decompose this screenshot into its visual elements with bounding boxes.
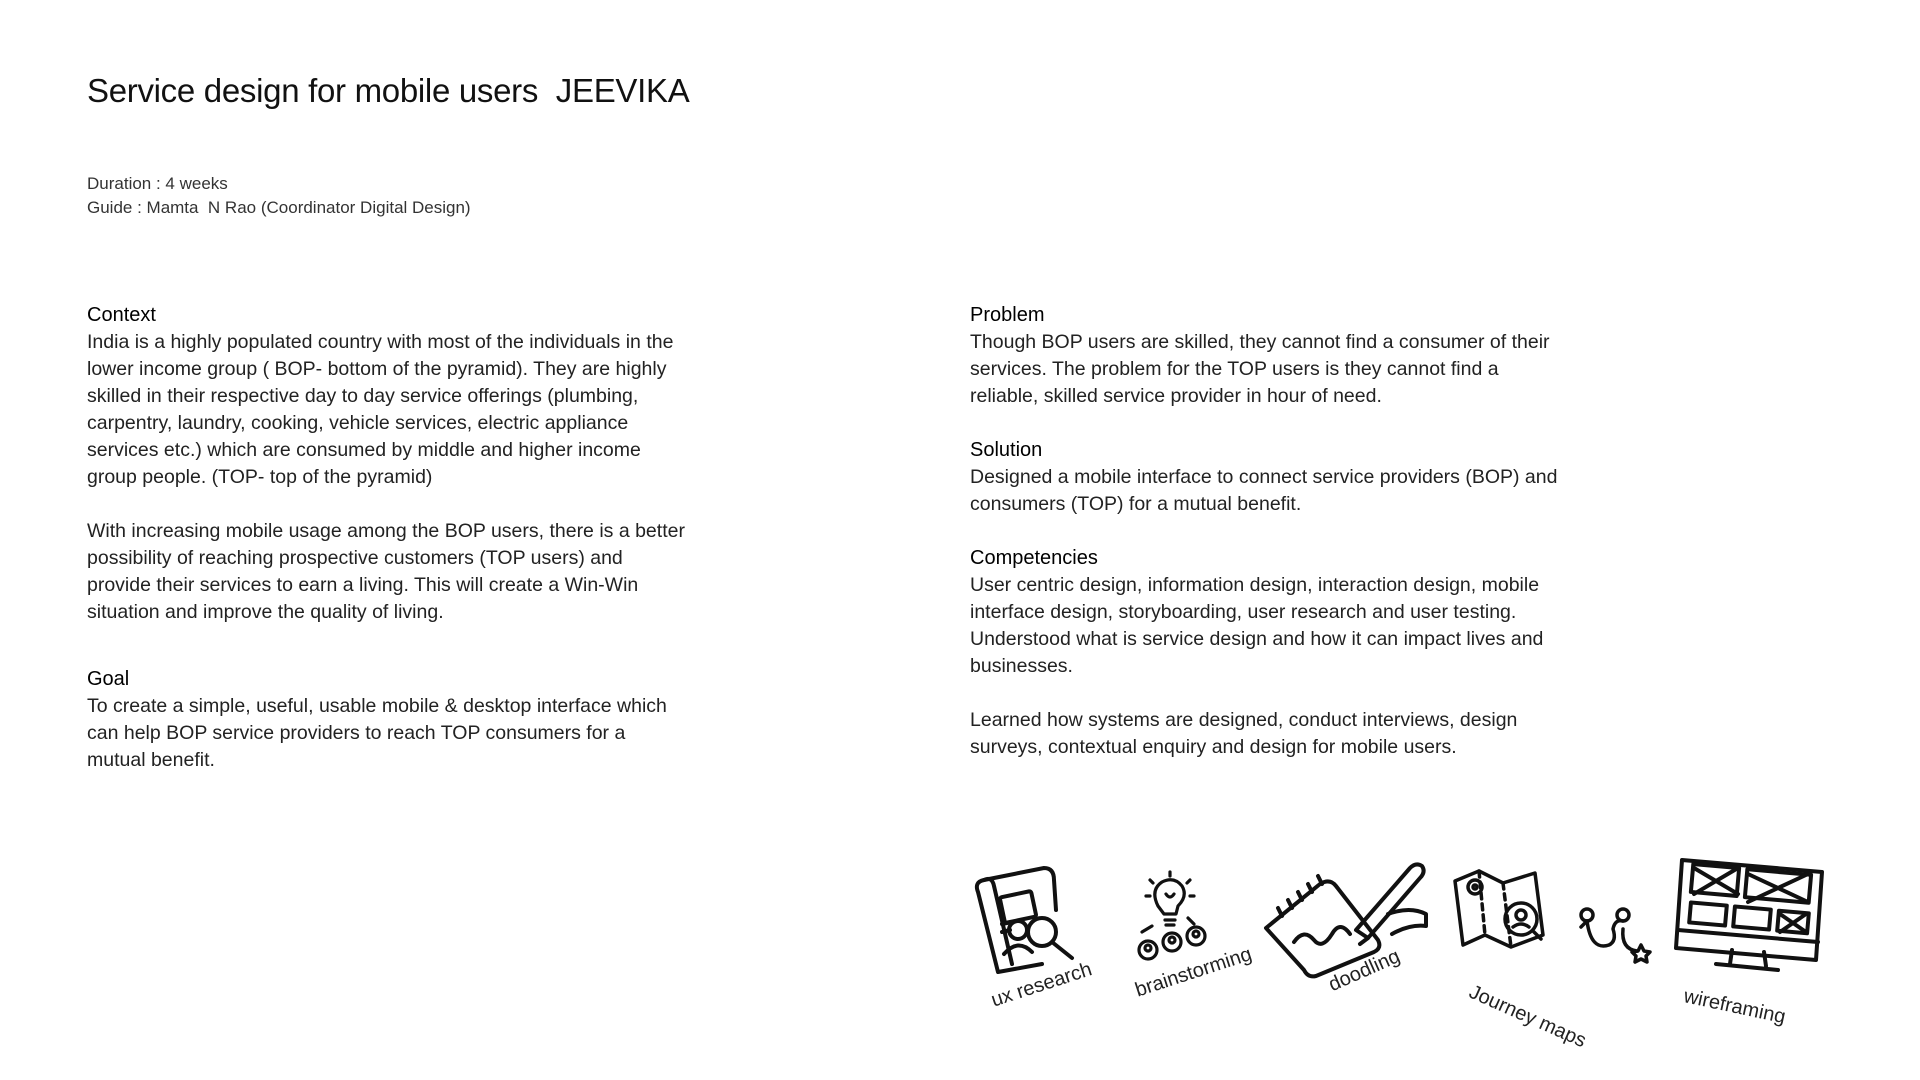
ux-research-label: ux research xyxy=(988,958,1095,1012)
context-paragraph-2: With increasing mobile usage among the BOP users, there is a better possibility of reaching prospective customers (TOP users) and provide their services to earn a living. This will create a Win-Win situation and improve the quality of living. xyxy=(87,520,685,623)
competencies-paragraph-1: User centric design, information design, interaction design, mobile interface design, storyboarding, user research and user testing. Understood what is service design and how it can impact lives and businesses. xyxy=(970,574,1544,677)
methods-icon-row xyxy=(960,830,1840,1053)
guide-text: Guide : Mamta N Rao (Coordinator Digital Design) xyxy=(87,198,471,217)
brainstorming-label: brainstorming xyxy=(1132,943,1255,1002)
page-title: Service design for mobile users JEEVIKA xyxy=(87,72,690,109)
goal-text: To create a simple, useful, usable mobile & desktop interface which can help BOP service providers to reach TOP consumers for a mutual benefit. xyxy=(87,695,667,771)
problem-heading: Problem xyxy=(970,304,1045,326)
left-column xyxy=(87,302,687,774)
goal-heading: Goal xyxy=(87,668,130,690)
competencies-paragraph-2: Learned how systems are designed, conduct interviews, design surveys, contextual enquiry and design for mobile users. xyxy=(970,709,1518,758)
right-column xyxy=(970,302,1570,761)
context-heading: Context xyxy=(87,304,156,326)
project-meta xyxy=(87,172,471,220)
solution-heading: Solution xyxy=(970,439,1043,461)
journey-maps-label: Journey maps xyxy=(1465,980,1590,1053)
doodling-icon xyxy=(1260,850,1430,980)
competencies-heading: Competencies xyxy=(970,547,1098,569)
context-paragraph-1: India is a highly populated country with most of the individuals in the lower income group ( BOP- bottom of the pyramid). They are highly skilled in their respective day to day service offerings (plumbing, carpentry, laundry, cooking, vehicle services, electric appliance services etc.) which are consumed by middle and higher income group people. (TOP- top of the pyramid) xyxy=(87,331,674,488)
wireframing-icon xyxy=(1672,850,1832,975)
wireframing-label: wireframing xyxy=(1681,985,1788,1029)
problem-text: Though BOP users are skilled, they cannot find a consumer of their services. The problem for the TOP users is they cannot find a reliable, skilled service provider in hour of need. xyxy=(970,331,1550,407)
solution-text: Designed a mobile interface to connect service providers (BOP) and consumers (TOP) for a mutual benefit. xyxy=(970,466,1558,515)
journey-map-icon xyxy=(1445,855,1665,985)
ux-research-icon xyxy=(972,860,1082,980)
brainstorming-icon xyxy=(1128,870,1218,970)
duration-text: Duration : 4 weeks xyxy=(87,174,228,193)
doodling-label: doodling xyxy=(1325,945,1404,997)
